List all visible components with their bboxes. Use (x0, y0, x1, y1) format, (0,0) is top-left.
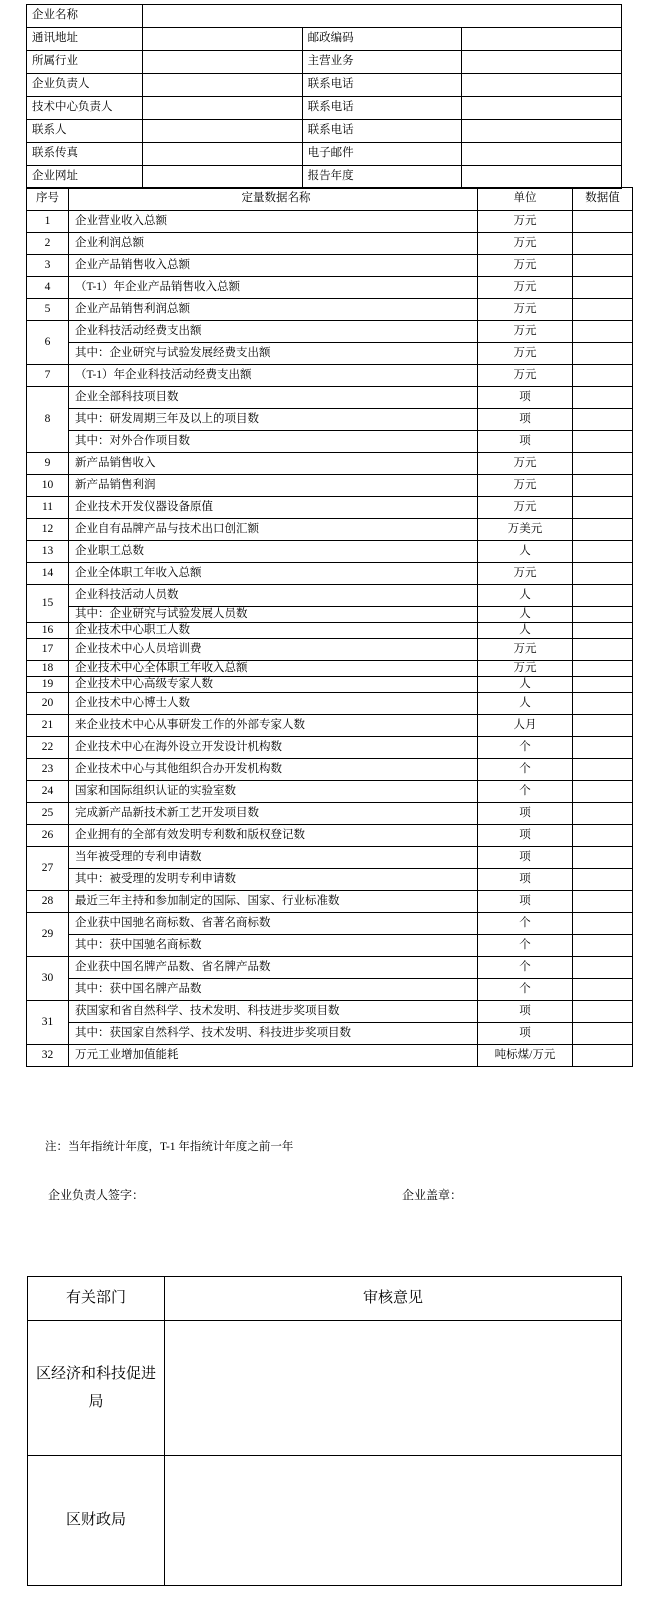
row-unit: 万元 (478, 321, 573, 343)
row-indicator-name: 新产品销售收入 (69, 453, 478, 475)
row-value-input[interactable] (573, 803, 633, 825)
row-value-input[interactable] (573, 519, 633, 541)
row-indicator-name: 企业产品销售利润总额 (69, 299, 478, 321)
info-label-fax: 联系传真 (27, 143, 143, 166)
row-value-input[interactable] (573, 1001, 633, 1023)
review-opinion-body (28, 1277, 622, 1586)
row-unit: 万元 (478, 661, 573, 677)
row-indicator-name: 企业技术中心在海外设立开发设计机构数 (69, 737, 478, 759)
row-value-input[interactable] (573, 585, 633, 607)
row-value-input[interactable] (573, 1023, 633, 1045)
data-table-row (27, 891, 633, 913)
info-label-report-year: 报告年度 (302, 166, 462, 189)
row-indicator-name: 企业全部科技项目数 (69, 387, 478, 409)
row-indicator-name: 其中：研发周期三年及以上的项目数 (69, 409, 478, 431)
review-dept-economic-bureau: 区经济和科技促进局 (28, 1321, 165, 1456)
row-unit: 个 (478, 759, 573, 781)
row-indicator-name: 企业技术中心与其他组织合办开发机构数 (69, 759, 478, 781)
info-value-leader-phone[interactable] (462, 74, 622, 97)
row-seq: 8 (27, 387, 69, 453)
row-value-input[interactable] (573, 1045, 633, 1067)
row-seq: 29 (27, 913, 69, 957)
row-unit: 万美元 (478, 519, 573, 541)
row-indicator-name: 企业技术中心职工人数 (69, 623, 478, 639)
data-table-row (27, 475, 633, 497)
row-value-input[interactable] (573, 233, 633, 255)
row-value-input[interactable] (573, 475, 633, 497)
info-row (27, 28, 622, 51)
row-value-input[interactable] (573, 913, 633, 935)
row-unit: 万元 (478, 475, 573, 497)
row-value-input[interactable] (573, 497, 633, 519)
data-table-row (27, 255, 633, 277)
row-unit: 万元 (478, 211, 573, 233)
row-seq: 14 (27, 563, 69, 585)
row-seq: 1 (27, 211, 69, 233)
row-unit: 万元 (478, 365, 573, 387)
row-unit: 万元 (478, 233, 573, 255)
row-unit: 万元 (478, 277, 573, 299)
review-opinion-table (27, 1276, 622, 1586)
row-value-input[interactable] (573, 957, 633, 979)
enterprise-info-body (27, 5, 622, 189)
data-table-row (27, 661, 633, 677)
data-table-row (27, 715, 633, 737)
data-table-header-value: 数据值 (573, 188, 633, 211)
row-value-input[interactable] (573, 563, 633, 585)
info-label-company-leader: 企业负责人 (27, 74, 143, 97)
row-indicator-name: 当年被受理的专利申请数 (69, 847, 478, 869)
data-table-row (27, 825, 633, 847)
row-seq: 13 (27, 541, 69, 563)
row-unit: 项 (478, 409, 573, 431)
info-label-postcode: 邮政编码 (302, 28, 462, 51)
row-unit: 人 (478, 541, 573, 563)
row-indicator-name: 企业自有品牌产品与技术出口创汇额 (69, 519, 478, 541)
info-label-tech-center-leader: 技术中心负责人 (27, 97, 143, 120)
row-indicator-name: 万元工业增加值能耗 (69, 1045, 478, 1067)
row-indicator-name: 企业技术中心博士人数 (69, 693, 478, 715)
enterprise-info-table (26, 4, 622, 189)
row-indicator-name: 企业获中国名牌产品数、省名牌产品数 (69, 957, 478, 979)
data-table-row (27, 869, 633, 891)
row-unit: 个 (478, 979, 573, 1001)
row-seq: 26 (27, 825, 69, 847)
data-table-header-name: 定量数据名称 (69, 188, 478, 211)
row-indicator-name: 企业获中国驰名商标数、省著名商标数 (69, 913, 478, 935)
review-row-economic-bureau (28, 1321, 622, 1456)
row-seq: 4 (27, 277, 69, 299)
row-indicator-name: 企业全体职工年收入总额 (69, 563, 478, 585)
info-value-company-leader[interactable] (143, 74, 303, 97)
data-table-row (27, 957, 633, 979)
data-table-row (27, 431, 633, 453)
data-table-row (27, 563, 633, 585)
info-row (27, 74, 622, 97)
data-table-row (27, 639, 633, 661)
info-label-leader-phone: 联系电话 (302, 74, 462, 97)
row-seq: 22 (27, 737, 69, 759)
row-unit: 人 (478, 693, 573, 715)
info-label-tech-leader-phone: 联系电话 (302, 97, 462, 120)
data-table-row (27, 497, 633, 519)
row-unit: 吨标煤/万元 (478, 1045, 573, 1067)
row-seq: 18 (27, 661, 69, 677)
review-opinion-economic-bureau[interactable] (165, 1321, 622, 1456)
row-seq: 32 (27, 1045, 69, 1067)
row-unit: 项 (478, 825, 573, 847)
table-note: 注：当年指统计年度，T-1 年指统计年度之前一年 (45, 1141, 294, 1153)
data-table-row (27, 409, 633, 431)
signature-company-seal-label: 企业盖章： (402, 1188, 463, 1202)
data-table-row (27, 1023, 633, 1045)
data-table-row (27, 623, 633, 639)
row-unit: 万元 (478, 299, 573, 321)
row-unit: 万元 (478, 639, 573, 661)
row-unit: 项 (478, 891, 573, 913)
row-unit: 人月 (478, 715, 573, 737)
row-seq: 27 (27, 847, 69, 891)
info-row (27, 51, 622, 74)
row-unit: 项 (478, 431, 573, 453)
info-value-address[interactable] (143, 28, 303, 51)
row-unit: 项 (478, 1001, 573, 1023)
data-table-row (27, 233, 633, 255)
row-seq: 25 (27, 803, 69, 825)
row-value-input[interactable] (573, 759, 633, 781)
info-value-website[interactable] (143, 166, 303, 189)
row-indicator-name: 企业拥有的全部有效发明专利数和版权登记数 (69, 825, 478, 847)
row-indicator-name: 企业科技活动经费支出额 (69, 321, 478, 343)
row-value-input[interactable] (573, 869, 633, 891)
data-table-row (27, 847, 633, 869)
review-opinion-finance-bureau[interactable] (165, 1456, 622, 1586)
info-row (27, 120, 622, 143)
row-indicator-name: 来企业技术中心从事研发工作的外部专家人数 (69, 715, 478, 737)
row-unit: 个 (478, 781, 573, 803)
row-value-input[interactable] (573, 661, 633, 677)
data-table-row (27, 759, 633, 781)
row-indicator-name: 最近三年主持和参加制定的国际、国家、行业标准数 (69, 891, 478, 913)
row-seq: 12 (27, 519, 69, 541)
info-label-contact-person: 联系人 (27, 120, 143, 143)
data-table-row (27, 677, 633, 693)
row-seq: 9 (27, 453, 69, 475)
row-unit: 个 (478, 935, 573, 957)
row-unit: 人 (478, 623, 573, 639)
row-indicator-name: 新产品销售利润 (69, 475, 478, 497)
row-unit: 万元 (478, 563, 573, 585)
row-indicator-name: （T-1）年企业产品销售收入总额 (69, 277, 478, 299)
row-seq: 28 (27, 891, 69, 913)
row-indicator-name: 企业科技活动人员数 (69, 585, 478, 607)
row-seq: 11 (27, 497, 69, 519)
quantitative-data-table (26, 187, 633, 1067)
row-value-input[interactable] (573, 623, 633, 639)
row-value-input[interactable] (573, 935, 633, 957)
info-label-website: 企业网址 (27, 166, 143, 189)
row-value-input[interactable] (573, 431, 633, 453)
data-table-row (27, 803, 633, 825)
info-value-main-business[interactable] (462, 51, 622, 74)
row-seq: 6 (27, 321, 69, 365)
data-table-row (27, 781, 633, 803)
row-seq: 24 (27, 781, 69, 803)
info-value-tech-leader-phone[interactable] (462, 97, 622, 120)
info-value-contact-phone[interactable] (462, 120, 622, 143)
data-table-row (27, 913, 633, 935)
row-seq: 20 (27, 693, 69, 715)
data-table-row (27, 737, 633, 759)
row-indicator-name: 企业营业收入总额 (69, 211, 478, 233)
row-seq: 17 (27, 639, 69, 661)
row-value-input[interactable] (573, 321, 633, 343)
row-unit: 项 (478, 1023, 573, 1045)
row-unit: 人 (478, 585, 573, 607)
data-table-header-seq: 序号 (27, 188, 69, 211)
row-unit: 万元 (478, 343, 573, 365)
info-label-industry: 所属行业 (27, 51, 143, 74)
row-indicator-name: 国家和国际组织认证的实验室数 (69, 781, 478, 803)
row-value-input[interactable] (573, 979, 633, 1001)
row-seq: 16 (27, 623, 69, 639)
data-table-row (27, 935, 633, 957)
signature-company-leader-label: 企业负责人签字： (48, 1188, 145, 1202)
row-indicator-name: 其中：获中国驰名商标数 (69, 935, 478, 957)
row-indicator-name: 完成新产品新技术新工艺开发项目数 (69, 803, 478, 825)
info-value-fax[interactable] (143, 143, 303, 166)
data-table-header-row (27, 188, 633, 211)
data-table-row (27, 541, 633, 563)
row-value-input[interactable] (573, 277, 633, 299)
row-value-input[interactable] (573, 715, 633, 737)
row-indicator-name: 其中：获国家自然科学、技术发明、科技进步奖项目数 (69, 1023, 478, 1045)
info-label-contact-phone: 联系电话 (302, 120, 462, 143)
row-value-input[interactable] (573, 607, 633, 623)
row-unit: 个 (478, 913, 573, 935)
info-row (27, 143, 622, 166)
row-indicator-name: 获国家和省自然科学、技术发明、科技进步奖项目数 (69, 1001, 478, 1023)
row-unit: 项 (478, 869, 573, 891)
row-indicator-name: 企业技术中心人员培训费 (69, 639, 478, 661)
info-label-main-business: 主营业务 (302, 51, 462, 74)
row-unit: 人 (478, 677, 573, 693)
row-value-input[interactable] (573, 847, 633, 869)
row-seq: 2 (27, 233, 69, 255)
info-value-email[interactable] (462, 143, 622, 166)
row-indicator-name: 企业职工总数 (69, 541, 478, 563)
row-indicator-name: 企业技术开发仪器设备原值 (69, 497, 478, 519)
row-unit: 项 (478, 847, 573, 869)
row-seq: 31 (27, 1001, 69, 1045)
data-table-row (27, 519, 633, 541)
row-unit: 个 (478, 957, 573, 979)
data-table-row (27, 1045, 633, 1067)
row-seq: 15 (27, 585, 69, 623)
row-value-input[interactable] (573, 387, 633, 409)
row-value-input[interactable] (573, 211, 633, 233)
row-value-input[interactable] (573, 299, 633, 321)
row-value-input[interactable] (573, 825, 633, 847)
row-seq: 7 (27, 365, 69, 387)
info-value-postcode[interactable] (462, 28, 622, 51)
row-value-input[interactable] (573, 541, 633, 563)
row-value-input[interactable] (573, 365, 633, 387)
row-seq: 21 (27, 715, 69, 737)
row-value-input[interactable] (573, 453, 633, 475)
row-seq: 23 (27, 759, 69, 781)
row-indicator-name: 企业产品销售收入总额 (69, 255, 478, 277)
row-value-input[interactable] (573, 255, 633, 277)
row-unit: 项 (478, 387, 573, 409)
row-seq: 3 (27, 255, 69, 277)
row-unit: 个 (478, 737, 573, 759)
row-indicator-name: 其中：被受理的发明专利申请数 (69, 869, 478, 891)
info-row (27, 97, 622, 120)
data-table-row (27, 365, 633, 387)
row-value-input[interactable] (573, 343, 633, 365)
data-table-row (27, 343, 633, 365)
info-label-company-name: 企业名称 (27, 5, 143, 28)
row-seq: 30 (27, 957, 69, 1001)
data-table-row (27, 693, 633, 715)
info-value-contact-person[interactable] (143, 120, 303, 143)
review-row-finance-bureau (28, 1456, 622, 1586)
info-value-company-name[interactable] (143, 5, 622, 28)
info-row (27, 5, 622, 28)
review-dept-finance-bureau: 区财政局 (28, 1456, 165, 1586)
data-table-row (27, 453, 633, 475)
row-value-input[interactable] (573, 677, 633, 693)
info-value-report-year[interactable] (462, 166, 622, 189)
quantitative-data-body (27, 188, 633, 1067)
info-label-address: 通讯地址 (27, 28, 143, 51)
review-header-opinion: 审核意见 (165, 1277, 622, 1321)
row-seq: 10 (27, 475, 69, 497)
data-table-row (27, 299, 633, 321)
row-indicator-name: （T-1）年企业科技活动经费支出额 (69, 365, 478, 387)
row-indicator-name: 企业技术中心全体职工年收入总额 (69, 661, 478, 677)
data-table-header-unit: 单位 (478, 188, 573, 211)
info-value-industry[interactable] (143, 51, 303, 74)
data-table-row (27, 979, 633, 1001)
data-table-row (27, 607, 633, 623)
row-indicator-name: 企业利润总额 (69, 233, 478, 255)
data-table-row (27, 321, 633, 343)
row-seq: 19 (27, 677, 69, 693)
row-unit: 万元 (478, 255, 573, 277)
data-table-row (27, 211, 633, 233)
info-value-tech-center-leader[interactable] (143, 97, 303, 120)
review-header-row (28, 1277, 622, 1321)
row-indicator-name: 其中：企业研究与试验发展人员数 (69, 607, 478, 623)
row-indicator-name: 其中：企业研究与试验发展经费支出额 (69, 343, 478, 365)
data-table-row (27, 1001, 633, 1023)
info-label-email: 电子邮件 (302, 143, 462, 166)
row-value-input[interactable] (573, 737, 633, 759)
info-row (27, 166, 622, 189)
row-value-input[interactable] (573, 781, 633, 803)
row-unit: 项 (478, 803, 573, 825)
review-header-dept: 有关部门 (28, 1277, 165, 1321)
row-indicator-name: 企业技术中心高级专家人数 (69, 677, 478, 693)
data-table-row (27, 585, 633, 607)
row-indicator-name: 其中：获中国名牌产品数 (69, 979, 478, 1001)
row-seq: 5 (27, 299, 69, 321)
row-indicator-name: 其中：对外合作项目数 (69, 431, 478, 453)
row-unit: 万元 (478, 453, 573, 475)
row-value-input[interactable] (573, 891, 633, 913)
data-table-row (27, 277, 633, 299)
row-unit: 人 (478, 607, 573, 623)
data-table-row (27, 387, 633, 409)
row-value-input[interactable] (573, 639, 633, 661)
row-value-input[interactable] (573, 693, 633, 715)
row-value-input[interactable] (573, 409, 633, 431)
row-unit: 万元 (478, 497, 573, 519)
